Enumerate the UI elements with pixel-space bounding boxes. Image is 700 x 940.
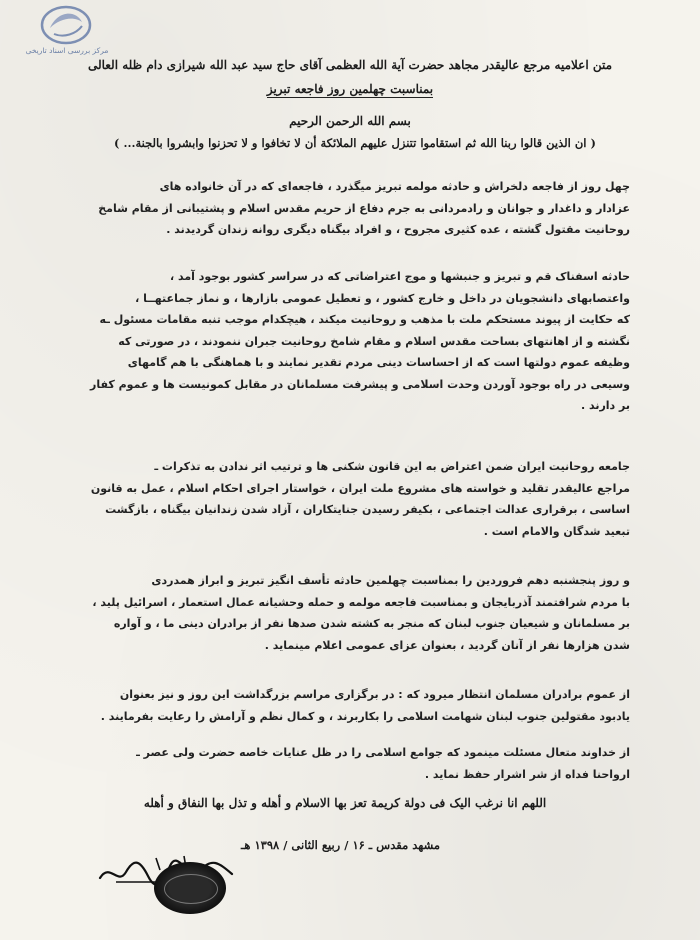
paragraph-line: که حکایت از پیوند مستحکم ملت با مذهب و روحانیت میکند ، هیچکدام موجب تنبه مقامات مسئول ـه: [99, 313, 630, 326]
paragraph-line: شدن هزارها نفر از آنان گردید ، بعنوان عزای عمومی اعلام مینماید .: [264, 638, 630, 652]
paragraph-line: حادثه اسفناک قم و تبریز و جنبشها و موج اعتراضاتی که در سراسر کشور بوجود آمد ،: [169, 270, 630, 283]
seal-inner-ring: [164, 874, 218, 904]
paragraph-line: اساسی ، برقراری عدالت اجتماعی ، بکیفر رسیدن جنایتکاران ، آزاد شدن زندانیان بیگناه ، بازگشت: [105, 503, 630, 516]
paragraph-line: بر دارند .: [580, 399, 630, 412]
subheader-text: بمناسبت چهلمین روز فاجعه تبریز: [266, 82, 434, 96]
paragraph-line: نگشته و از اهانتهای بساحت مقدس اسلام و مقام شامخ روحانیت جبران ننمودند ، در صورتی که: [118, 334, 630, 348]
archive-logo: [8, 4, 126, 62]
paragraph-line: واعتصابهای دانشجویان در داخل و خارج کشور ، و تعطیل عمومی بازارها ، و نماز جماعتهــا ،: [135, 291, 630, 305]
closing-prayer: اللهم انا نرغب الیک فی دولة کریمة تعز بها الاسلام و أهله و تذل بها النفاق و أهله: [143, 796, 547, 810]
paragraph-line: وظیفه عموم دولتها است که از احساسات دینی مردم تقدیر نمایند و با هماهنگی با هم گامهای: [127, 356, 630, 369]
paragraph-line: تبعید شدگان والامام است .: [483, 524, 630, 538]
paragraph-line: از عموم برادران مسلمان انتظار میرود که : در برگزاری مراسم بزرگداشت این روز و نیز بعنوان: [119, 688, 630, 701]
dateline: مشهد مقدس ـ ۱۶ / ربیع الثانی / ۱۳۹۸ هـ: [241, 838, 440, 852]
paragraph-line: از خداوند متعال مسئلت مینمود که جوامع اسلامی را در ظل عنایات خاصه حضرت ولی عصر ـ: [136, 746, 630, 759]
paragraph-line: چهل روز از فاجعه دلخراش و حادثه مولمه تبریز میگذرد ، فاجعه‌ای که در آن خانواده های: [159, 180, 630, 193]
paragraph-line: یادبود مقتولین جنوب لبنان شهامت اسلامی را بکاربرند ، و کمال نظم و آرامش را رعایت بفرمایند .: [100, 709, 630, 723]
paragraph-line: و روز پنجشنبه دهم فروردین را بمناسبت چهلمین حادثه تأسف انگیز تبریز و ابراز همدردی: [151, 574, 630, 587]
paragraph-line: عزادار و داغدار و جوانان و رادمردانی به جرم دفاع از حریم مقدس اسلام و پشتیبانی از مقام شامخ: [98, 201, 630, 215]
paragraph-line: مراجع عالیقدر تقلید و خواسته های مشروع ملت ایران ، خواستار اجرای احکام اسلام ، عمل به قانون: [90, 481, 630, 495]
paragraph-2: [48, 266, 630, 417]
paragraph-line: بر مسلمانان و شیعیان جنوب لبنان که منجر به کشته شدن صدها نفر از برادران دینی ما ، و آواره: [113, 617, 630, 630]
paragraph-5: [48, 684, 630, 727]
paragraph-line: وسیعی در راه بوجود آوردن وحدت اسلامی و پیشرفت مسلمانان در مقابل کمونیست ها و عموم کفار: [90, 377, 630, 391]
paragraph-line: روحانیت مقتول گشته ، عده کثیری مجروح ، و افراد بیگناه دیگری روانه زندان گردیدند .: [166, 223, 630, 236]
watermark-text: مرکز بررسی اسناد تاریخی: [25, 46, 109, 55]
archive-logo-icon: [36, 4, 96, 46]
official-seal: [154, 862, 226, 914]
paragraph-line: ارواحنا فداه از شر اشرار حفظ نماید .: [424, 767, 630, 781]
paragraph-line: با مردم شرافتمند آذربایجان و بمناسبت فاجعه مولمه و حمله وحشیانه عمال استعمار ، اسرائیل پلید ،: [92, 595, 630, 609]
paragraph-1: [48, 176, 630, 241]
paragraph-line: جامعه روحانیت ایران ضمن اعتراض به این قانون شکنی ها و ترتیب اثر ندادن به تذکرات ـ: [154, 460, 630, 473]
document-subheader: [0, 82, 700, 96]
paragraph-3: [48, 456, 630, 542]
bismillah: بسم الله الرحمن الرحیم: [289, 114, 411, 128]
paragraph-4: [48, 570, 630, 656]
paragraph-6: [48, 742, 630, 785]
quran-verse: ( ان الذین قالوا ربنا الله ثم استقاموا تتنزل علیهم الملائکة أن لا تخافوا و لا تحزنوا وابشروا بالجنة... ): [114, 136, 596, 150]
document-header: متن اعلامیه مرجع عالیقدر مجاهد حضرت آیة الله العظمی آقای حاج سید عبد الله شیرازی دام ظله العالی: [87, 58, 613, 72]
